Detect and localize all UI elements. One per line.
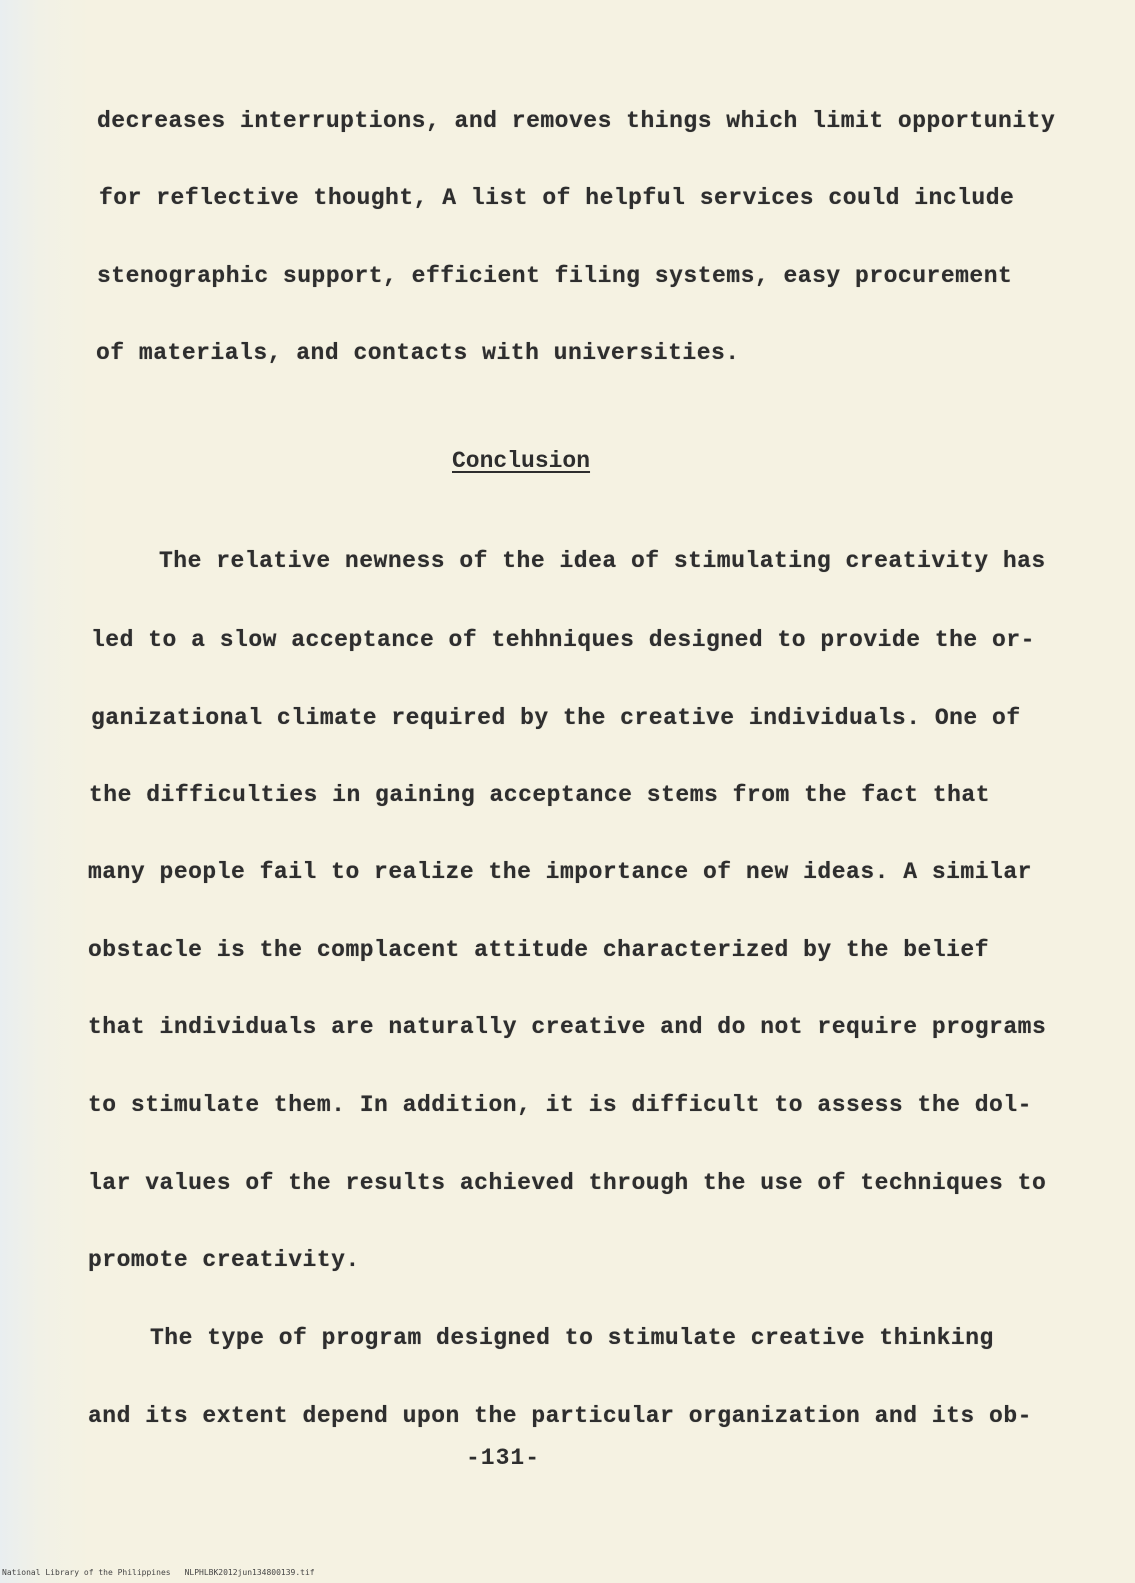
text-line: led to a slow acceptance of tehhniques designed to provide the or- [91, 627, 1035, 653]
scan-footer [2, 1568, 315, 1577]
text-line: lar values of the results achieved through the use of techniques to [88, 1170, 1047, 1196]
text-line: ganizational climate required by the creative individuals. One of [91, 705, 1021, 731]
footer-library: National Library of the Philippines [2, 1568, 171, 1577]
text-line: and its extent depend upon the particular organization and its ob- [88, 1403, 1032, 1429]
text-line: promote creativity. [88, 1247, 360, 1273]
text-line: decreases interruptions, and removes things which limit opportunity [97, 108, 1056, 134]
text-line: the difficulties in gaining acceptance stems from the fact that [89, 782, 991, 808]
text-line: for reflective thought, A list of helpful services could include [99, 185, 1015, 211]
page-number: -131- [466, 1445, 541, 1471]
text-line: that individuals are naturally creative and do not require programs [88, 1014, 1047, 1040]
text-line: to stimulate them. In addition, it is difficult to assess the dol- [88, 1092, 1032, 1118]
text-line: obstacle is the complacent attitude characterized by the belief [88, 937, 990, 963]
text-line: of materials, and contacts with universities. [96, 340, 740, 366]
text-line: stenographic support, efficient filing systems, easy procurement [97, 263, 1013, 289]
text-line: The relative newness of the idea of stimulating creativity has [159, 548, 1046, 574]
section-heading: Conclusion [452, 448, 591, 474]
footer-filename: NLPHLBK2012jun134800139.tif [184, 1568, 315, 1577]
text-line: many people fail to realize the importance of new ideas. A similar [88, 859, 1032, 885]
text-line: The type of program designed to stimulate creative thinking [150, 1325, 994, 1351]
